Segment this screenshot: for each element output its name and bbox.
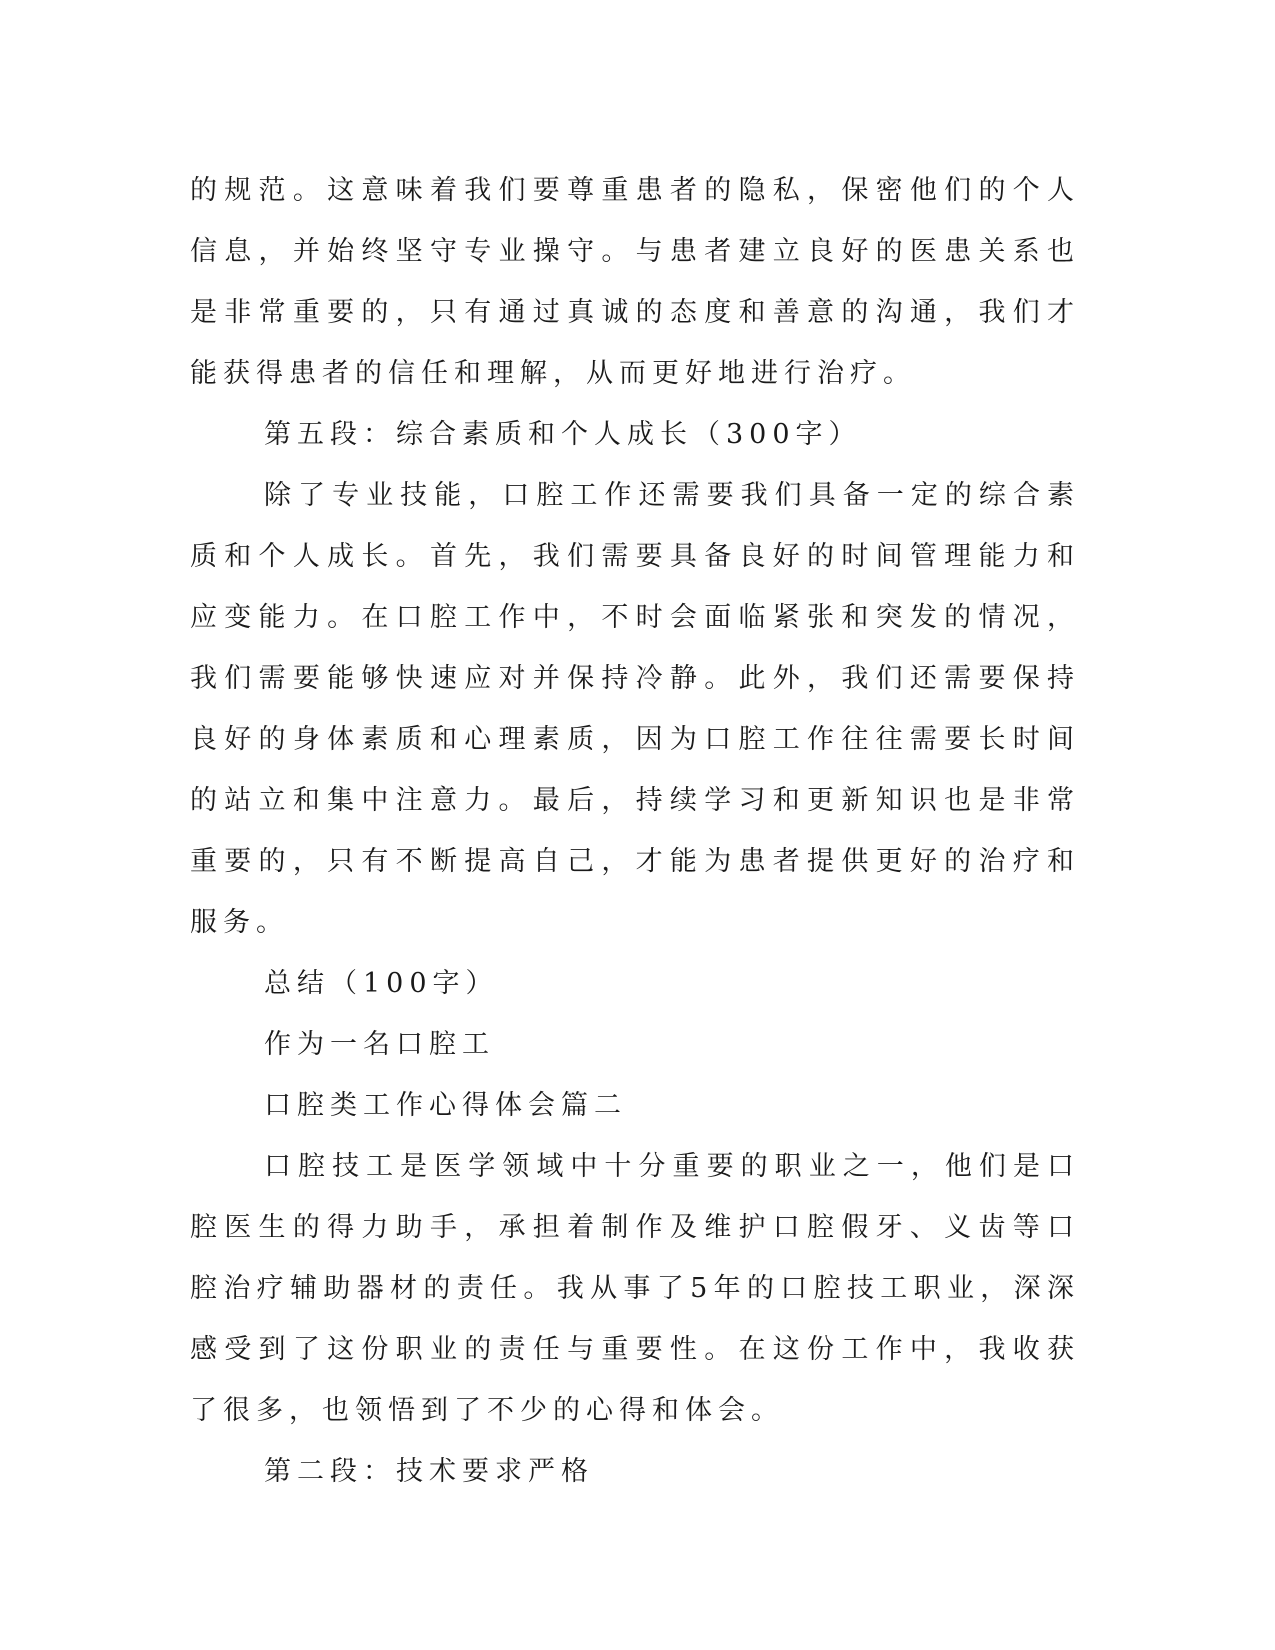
- section-heading-summary: 总结（100字）: [264, 968, 499, 999]
- paragraph-dental-technician-intro: 口腔技工是医学领域中十分重要的职业之一，他们是口腔医生的得力助手，承担着制作及维护口腔假牙、义齿等口腔治疗辅助器材的责任。我从事了5年的口腔技工职业，深深感受到了这份职业的责任与重要性。在这份工作中，我收获了很多，也领悟到了不少的心得和体会。: [190, 1151, 1080, 1426]
- document-page: [190, 160, 1080, 1502]
- section-heading-2: 第二段：技术要求严格: [264, 1456, 594, 1487]
- paragraph-summary-fragment: 作为一名口腔工: [264, 1029, 495, 1060]
- article-title-part-2: 口腔类工作心得体会篇二: [264, 1090, 627, 1121]
- paragraph-continuation: 的规范。这意味着我们要尊重患者的隐私，保密他们的个人信息，并始终坚守专业操守。与患者建立良好的医患关系也是非常重要的，只有通过真诚的态度和善意的沟通，我们才能获得患者的信任和理解，从而更好地进行治疗。: [190, 175, 1080, 389]
- paragraph-comprehensive-quality: 除了专业技能，口腔工作还需要我们具备一定的综合素质和个人成长。首先，我们需要具备良好的时间管理能力和应变能力。在口腔工作中，不时会面临紧张和突发的情况，我们需要能够快速应对并保持冷静。此外，我们还需要保持良好的身体素质和心理素质，因为口腔工作往往需要长时间的站立和集中注意力。最后，持续学习和更新知识也是非常重要的，只有不断提高自己，才能为患者提供更好的治疗和服务。: [190, 480, 1080, 938]
- section-heading-5: 第五段：综合素质和个人成长（300字）: [264, 419, 862, 450]
